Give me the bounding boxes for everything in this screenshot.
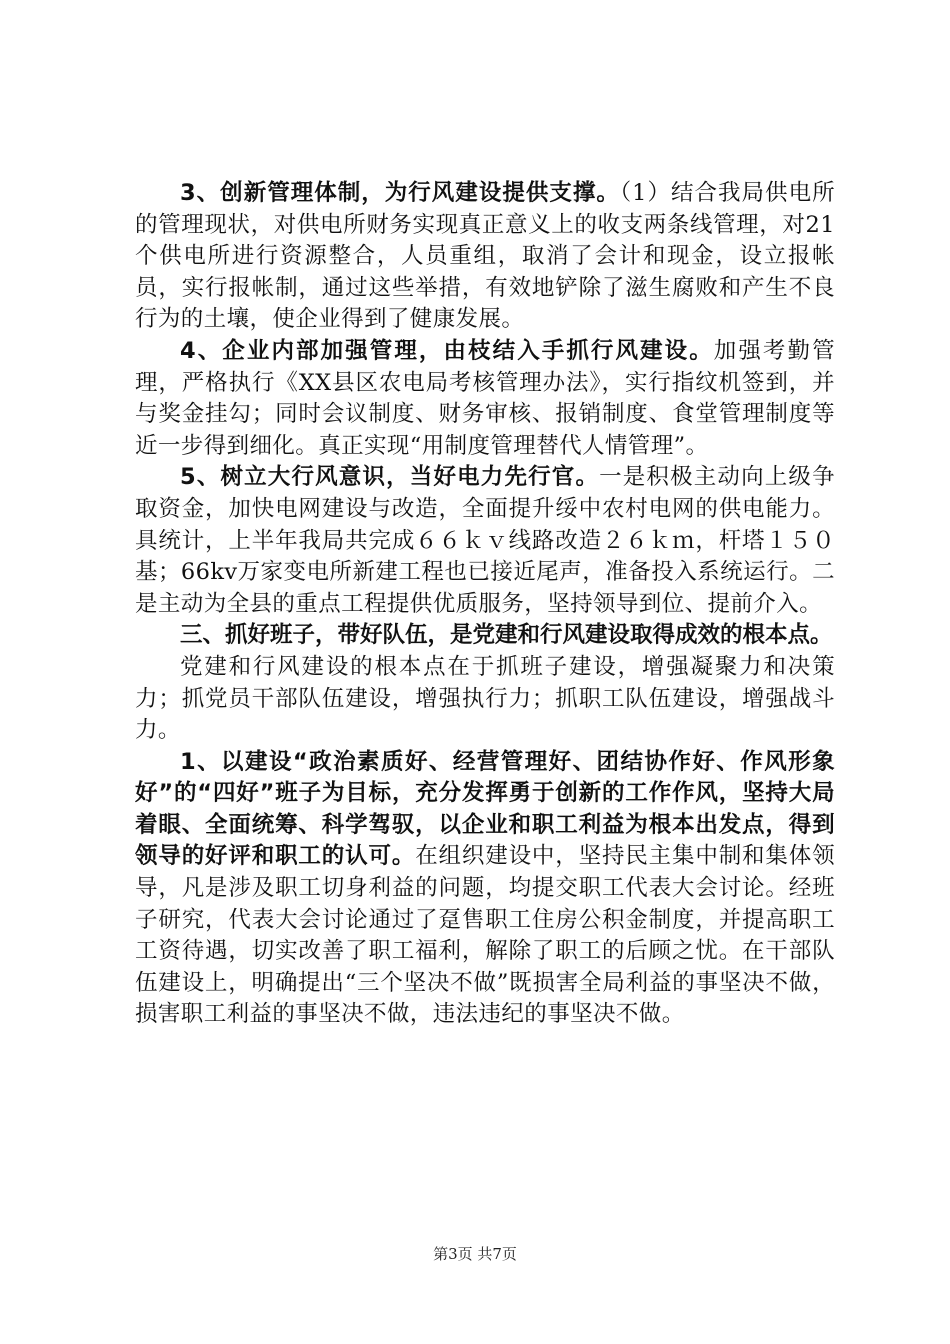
section-intro-body: 党建和行风建设的根本点在于抓班子建设，增强凝聚力和决策力；抓党员干部队伍建设，增强执行力；抓职工队伍建设，增强战斗力。 [135, 653, 835, 744]
paragraph-1-body: 在组织建设中，坚持民主集中制和集体领导，凡是涉及职工切身利益的问题，均提交职工代表大会讨论。经班子研究，代表大会讨论通过了趸售职工住房公积金制度，并提高职工工资待遇，切实改善了职工福利，解除了职工的后顾之忧。在干部队伍建设上，明确提出“三个坚决不做”既损害全局利益的事坚决不做，损害职工利益的事坚决不做，违法违纪的事坚决不做。 [135, 843, 835, 1028]
paragraph-1-lead: 1、以建设“政治素质好、经营管理好、团结协作好、作风形象好”的“四好”班子为目标，充分发挥勇于创新的工作作风，坚持大局着眼、全面统筹、科学驾驭，以企业和职工利益为根本出发点，得到领导的好评和职工的认可。 [135, 748, 835, 870]
paragraph-5 [135, 462, 835, 620]
paragraph-3-lead: 3、创新管理体制，为行风建设提供支撑。 [180, 180, 620, 206]
section-intro-paragraph [135, 652, 835, 747]
paragraph-5-lead: 5、树立大行风意识，当好电力先行官。 [180, 464, 600, 491]
section-heading: 三、抓好班子，带好队伍，是党建和行风建设取得成效的根本点。 [180, 622, 833, 649]
paragraph-4-lead: 4、企业内部加强管理，由枝结入手抓行风建设。 [180, 337, 714, 364]
paragraph-3-body: （1）结合我局供电所的管理现状，对供电所财务实现真正意义上的收支两条线管理，对21个供电所进行资源整合，人员重组，取消了会计和现金，设立报帐员，实行报帐制，通过这些举措，有效地铲除了滋生腐败和产生不良行为的土壤，使企业得到了健康发展。 [135, 180, 835, 333]
paragraph-4 [135, 336, 835, 462]
paragraph-3 [135, 178, 835, 336]
page-footer: 第3页 共7页 [433, 1245, 517, 1263]
paragraph-5-body: 一是积极主动向上级争取资金，加快电网建设与改造，全面提升绥中农村电网的供电能力。具统计，上半年我局共完成６６ｋｖ线路改造２６ｋｍ，杆塔１５０基；66kv万家变电所新建工程也已接近尾声，准备投入系统运行。二是主动为全县的重点工程提供优质服务，坚持领导到位、提前介入。 [135, 464, 835, 617]
document-body [135, 178, 835, 1031]
paragraph-1-four-good [135, 747, 835, 1031]
paragraph-4-body: 加强考勤管理，严格执行《XX县区农电局考核管理办法》，实行指纹机签到，并与奖金挂勾；同时会议制度、财务审核、报销制度、食堂管理制度等近一步得到细化。真正实现“用制度管理替代人情管理”。 [135, 337, 835, 459]
